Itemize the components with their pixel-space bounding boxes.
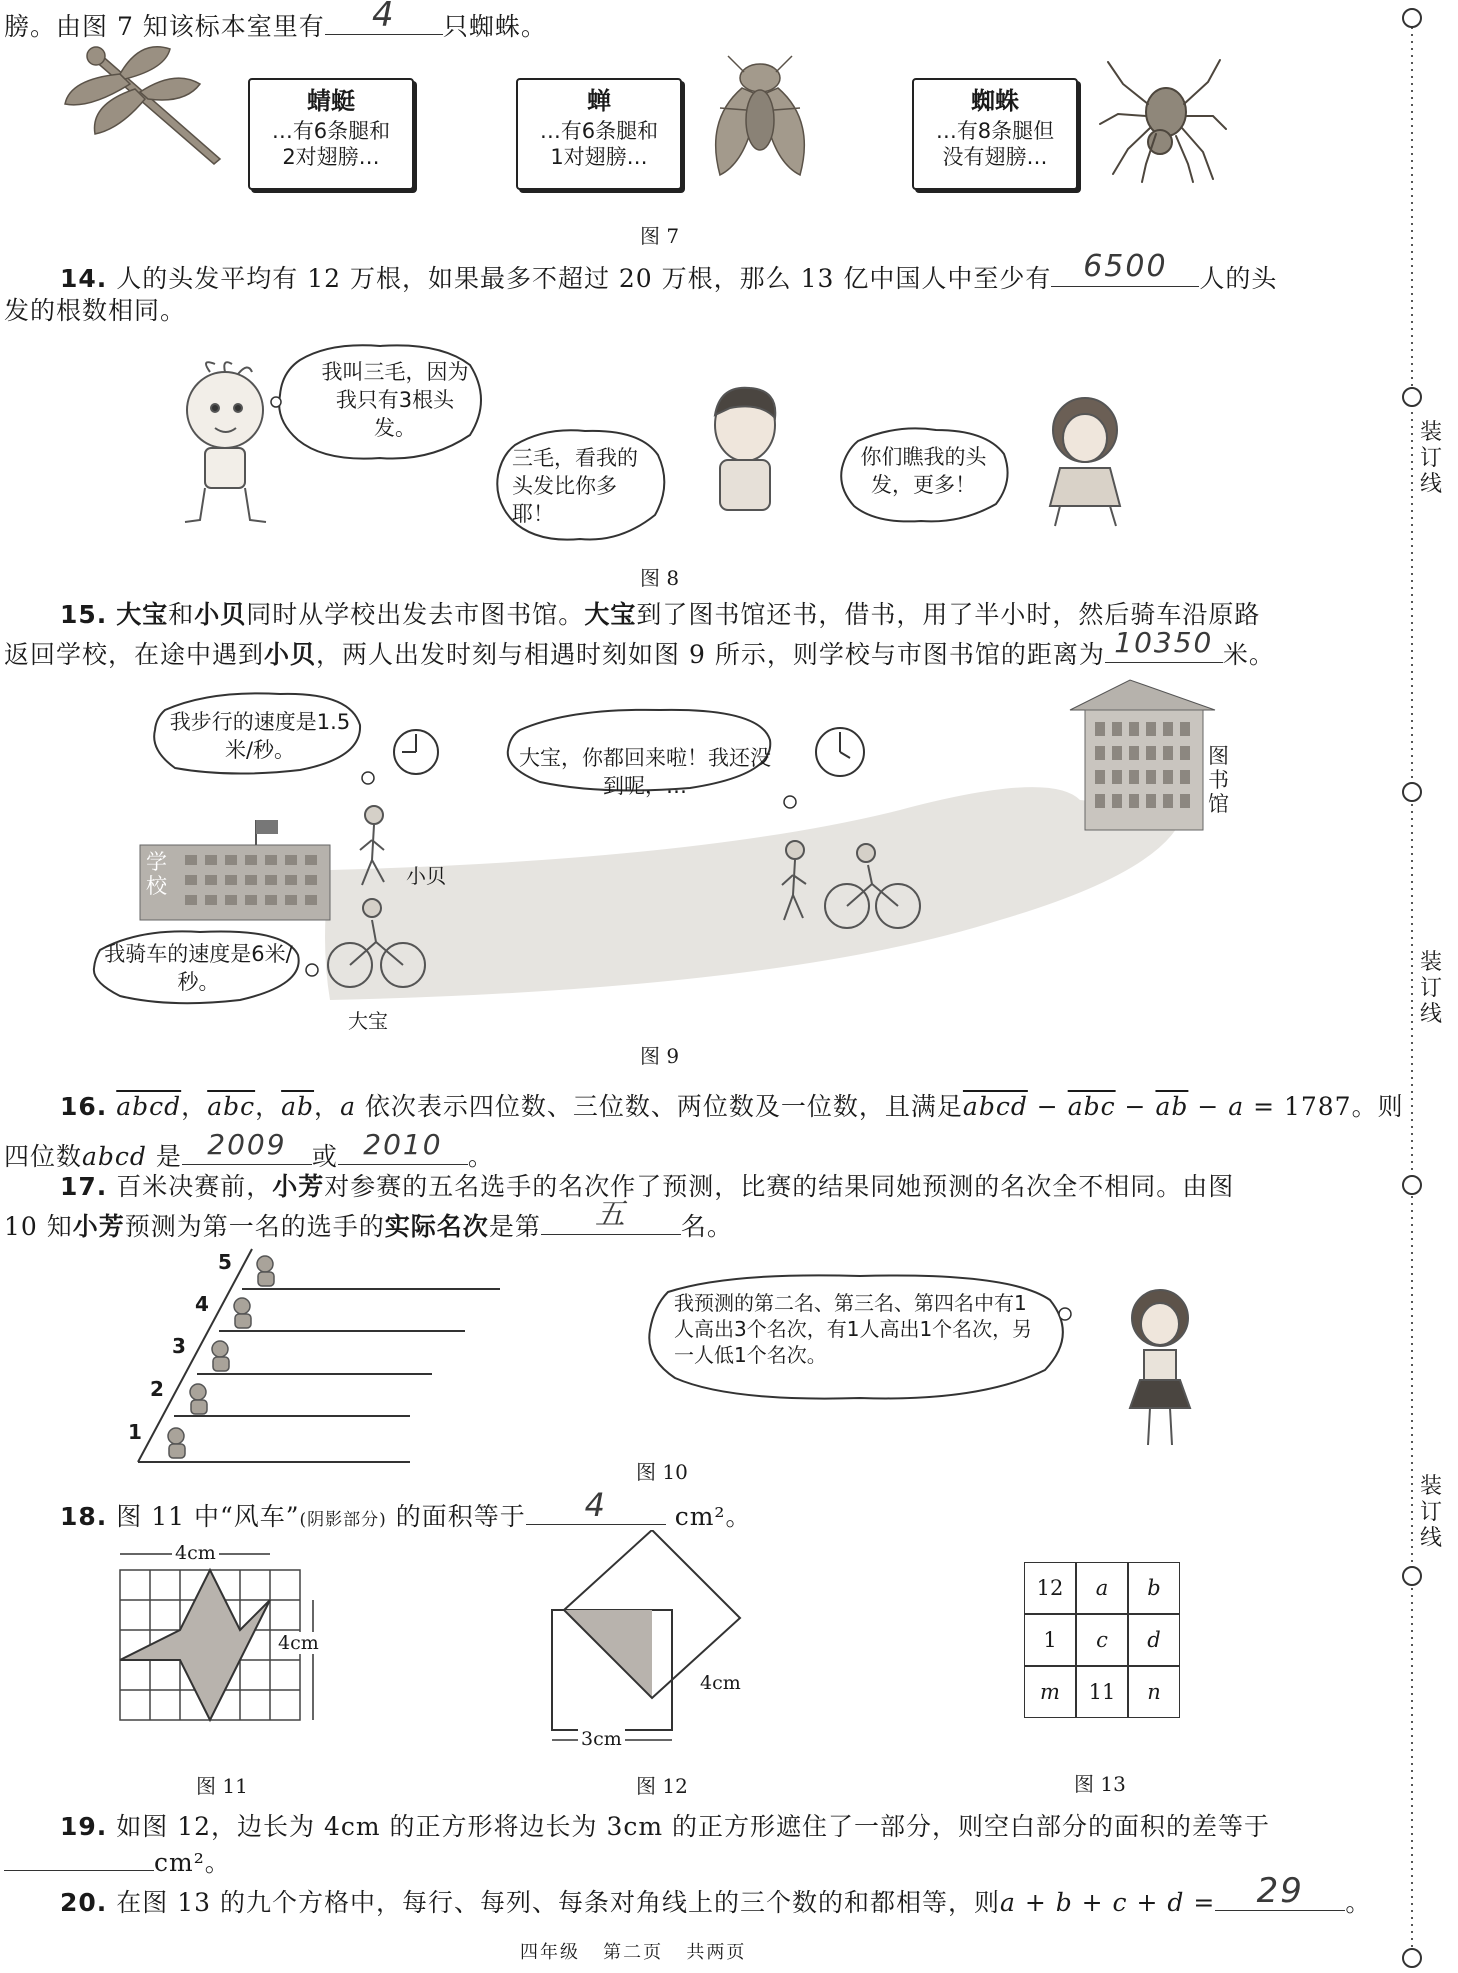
card-dragonfly: 蜻蜓 …有6条腿和 2对翅膀…: [248, 78, 414, 190]
rank-5: 5: [218, 1250, 232, 1274]
bubble-bike-text: 我骑车的速度是6米/秒。: [104, 942, 293, 994]
fig10-ranks-diagram: [120, 1244, 520, 1474]
grid-cell: 11: [1076, 1666, 1128, 1718]
q15-line1: 15. 大宝和小贝同时从学校出发去市图书馆。大宝到了图书馆还书，借书，用了半小时，然后骑车沿原路: [60, 600, 1261, 629]
fig9-caption: 图 9: [640, 1044, 680, 1068]
bubble-walk-text: 我步行的速度是1.5米/秒。: [169, 710, 351, 762]
xiaofang-character: [1110, 1280, 1210, 1450]
q16-answer2-blank[interactable]: 2010: [338, 1134, 468, 1165]
grid-cell: c: [1076, 1614, 1128, 1666]
grid-cell: a: [1076, 1562, 1128, 1614]
fig13-caption: 图 13: [1074, 1772, 1126, 1796]
q18-line: 18. 图 11 中“风车”(阴影部分) 的面积等于 4 cm²。: [60, 1486, 752, 1531]
q18-answer-blank[interactable]: 4: [526, 1494, 666, 1525]
bubble-girl-text: 你们瞧我的头发，更多！: [860, 445, 987, 497]
fig11-caption: 图 11: [196, 1774, 248, 1798]
q16-line1: 16. abcd，$\overline{abc}$，$\overline{ab}$，a 依次表示四位数、三位数、两位数及一位数，且满足abcd − $\overline{abc} - \overline{ab} - a = 1787$。则: [60, 1092, 1404, 1121]
q16-line2: 四位数abcd 是 2009 或 2010 。: [4, 1128, 494, 1171]
fig11-side-label: 4cm: [278, 1632, 319, 1654]
fig7-caption: 图 7: [640, 224, 680, 248]
grid-cell: d: [1128, 1614, 1180, 1666]
school-label: 学校: [146, 850, 167, 898]
library-label: 图书馆: [1208, 744, 1229, 816]
card-cicada: 蝉 …有6条腿和 1对翅膀…: [516, 78, 682, 190]
xiaobei-label: 小贝: [406, 864, 446, 888]
q15-answer-blank[interactable]: 10350: [1105, 632, 1223, 663]
q19-answer-blank[interactable]: [4, 1848, 154, 1871]
bubble-sanmao-text: 我叫三毛，因为我只有3根头发。: [321, 360, 469, 440]
q20-answer-blank[interactable]: 29: [1215, 1880, 1345, 1911]
q16-answer1-blank[interactable]: 2009: [182, 1134, 312, 1165]
bubble-xiaofang-text: 我预测的第二名、第三名、第四名中有1人高出3个名次，有1人高出1个名次，另一人低1个名次。: [674, 1291, 1033, 1367]
fig12-diag-label: 4cm: [700, 1672, 741, 1694]
fig12-squares: [540, 1530, 780, 1750]
q19-line1: 19. 如图 12，边长为 4cm 的正方形将边长为 3cm 的正方形遮住了一部分，则空白部分的面积的差等于: [60, 1812, 1271, 1841]
grid-cell: n: [1128, 1666, 1180, 1718]
q13-answer-blank[interactable]: 4: [325, 4, 443, 35]
q17-line1: 17. 百米决赛前，小芳对参赛的五名选手的名次作了预测，比赛的结果同她预测的名次全不相同。由图: [60, 1172, 1235, 1201]
fig10-caption: 图 10: [636, 1460, 688, 1484]
q14-line1: 14. 人的头发平均有 12 万根，如果最多不超过 20 万根，那么 13 亿中国人中至少有 6500 人的头: [60, 249, 1278, 293]
card-spider: 蜘蛛 …有8条腿但 没有翅膀…: [912, 78, 1078, 190]
q17-line2: 10 知小芳预测为第一名的选手的实际名次是第 五 名。: [4, 1197, 733, 1241]
girl-character: [1030, 388, 1140, 528]
q13-tail: 膀。由图 7 知该标本室里有 4 只蜘蛛。: [4, 0, 547, 41]
boy-character: [690, 380, 800, 520]
q14-line2: 发的根数相同。: [4, 296, 187, 325]
page-footer: 四年级 第二页 共两页: [520, 1942, 747, 1963]
fig12-caption: 图 12: [636, 1774, 688, 1798]
grid-cell: b: [1128, 1562, 1180, 1614]
binding-margin: [1392, 0, 1458, 1969]
spider-icon: [1098, 54, 1228, 184]
q14-answer-blank[interactable]: 6500: [1051, 256, 1199, 287]
q17-answer-blank[interactable]: 五: [541, 1204, 681, 1235]
fig13-grid: [1024, 1562, 1180, 1718]
q20-line: 20. 在图 13 的九个方格中，每行、每列、每条对角线上的三个数的和都相等，则a + b + c + d = 29 。: [60, 1871, 1372, 1917]
fig12-bottom-label: 3cm: [578, 1728, 625, 1750]
bubble-meet-text: 大宝，你都回来啦！我还没到呢，…: [519, 746, 771, 798]
dragonfly-icon: [60, 44, 240, 174]
binding-label-3: 装订线: [1420, 1474, 1443, 1551]
rank-2: 2: [150, 1377, 164, 1401]
binding-label-2: 装订线: [1420, 950, 1443, 1027]
fig8-caption: 图 8: [640, 566, 680, 590]
grid-cell: m: [1024, 1666, 1076, 1718]
rank-3: 3: [172, 1334, 186, 1358]
q15-line2: 返回学校，在途中遇到小贝，两人出发时刻与相遇时刻如图 9 所示，则学校与市图书馆的距离为 10350 米。: [4, 626, 1275, 669]
grid-cell: 1: [1024, 1614, 1076, 1666]
bubble-boy-text: 三毛，看我的头发比你多耶！: [512, 446, 638, 526]
rank-4: 4: [195, 1292, 209, 1316]
binding-label-1: 装订线: [1420, 420, 1443, 497]
dabao-label: 大宝: [348, 1009, 388, 1033]
fig11-top-label: 4cm: [172, 1542, 219, 1564]
rank-1: 1: [128, 1420, 142, 1444]
q19-line2: cm²。: [4, 1846, 231, 1880]
grid-cell: 12: [1024, 1562, 1076, 1614]
cicada-icon: [700, 50, 820, 180]
